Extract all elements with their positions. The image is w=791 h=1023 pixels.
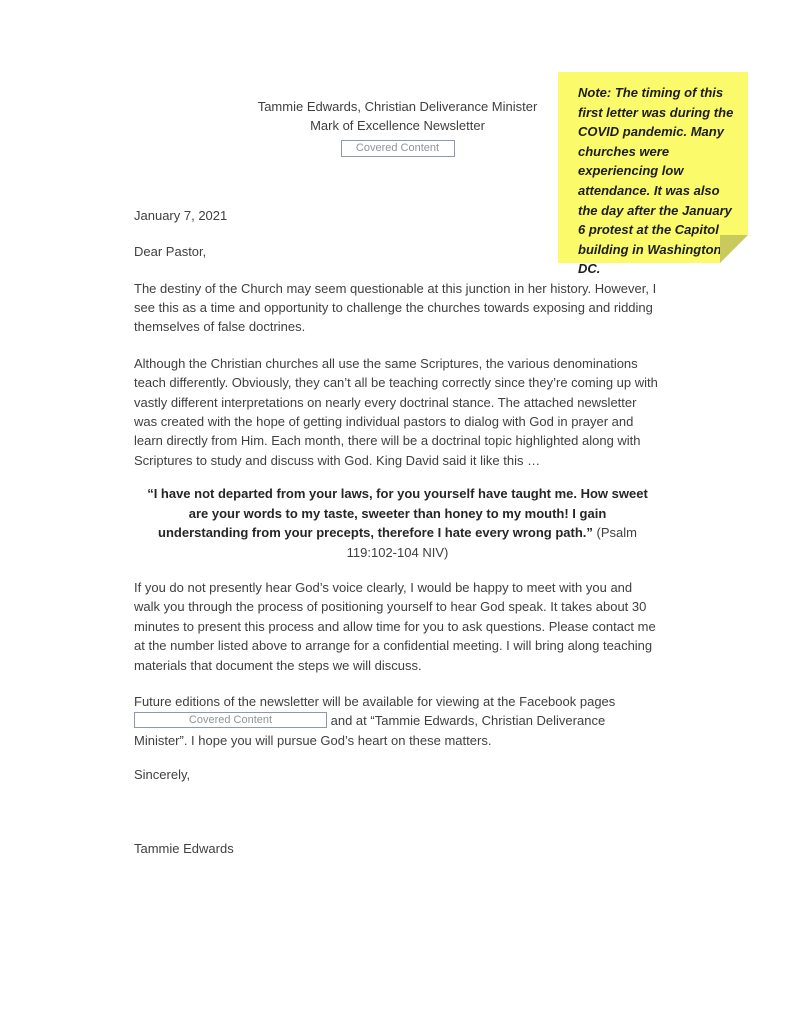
header-line-newsletter: Mark of Excellence Newsletter [310, 118, 485, 134]
letter-header [134, 97, 661, 157]
scripture-quote [134, 484, 661, 562]
paragraph-future-editions-after: and at “Tammie Edwards, Christian Deliverance Minister”. I hope you will pursue God’s heart on these matters. [134, 713, 606, 748]
scripture-quote-reference: (Psalm 119:102-104 NIV) [346, 525, 637, 560]
letter-content [134, 97, 661, 858]
paragraph-denominations: Although the Christian churches all use the same Scriptures, the various denominations teach differently. Obviously, they can’t all be teaching correctly since they’re coming up with vastly different interpretations on nearly every doctrinal stance. The attached newsletter was created with the hope of getting individual pastors to dialog with God in prayer and learn directly from Him. Each month, there will be a doctrinal topic highlighted along with Scriptures to study and discuss with God. King David said it like this … [134, 355, 658, 468]
sticky-note-fold-corner [720, 235, 748, 263]
covered-content-box-header: Covered Content [341, 140, 455, 157]
letter-date: January 7, 2021 [134, 207, 228, 223]
paragraph-future-editions-before: Future editions of the newsletter will be available for viewing at the Facebook pages [134, 693, 616, 709]
covered-content-box-inline: Covered Content [134, 712, 327, 728]
closing: Sincerely, [134, 767, 191, 783]
header-line-sender: Tammie Edwards, Christian Deliverance Minister [257, 99, 538, 114]
paragraph-meeting-offer: If you do not presently hear God’s voice clearly, I would be happy to meet with you and walk you through the process of positioning yourself to hear God speak. It takes about 30 minutes to present this process and allow time for you to ask questions. Please contact me at the number listed above to arrange for a confidential meeting. I will bring along teaching materials that document the steps we will discuss. [134, 579, 656, 673]
sticky-note-text: Note: The timing of this first letter was during the COVID pandemic. Many churches were experiencing low attendance. It was also the day after the January 6 protest at the Capitol building in Washington DC. [578, 85, 734, 277]
salutation: Dear Pastor, [134, 244, 207, 260]
paragraph-future-editions [134, 692, 661, 750]
paragraph-destiny: The destiny of the Church may seem questionable at this junction in her history. However, I see this as a time and opportunity to challenge the churches towards exposing and ridding themselves of false doctrines. [134, 280, 657, 335]
scripture-quote-text: “I have not departed from your laws, for you yourself have taught me. How sweet are your words to my taste, sweeter than honey to my mouth! I gain understanding from your precepts, therefore I hate every wrong path.” [147, 486, 648, 541]
signature-name: Tammie Edwards [134, 840, 234, 856]
